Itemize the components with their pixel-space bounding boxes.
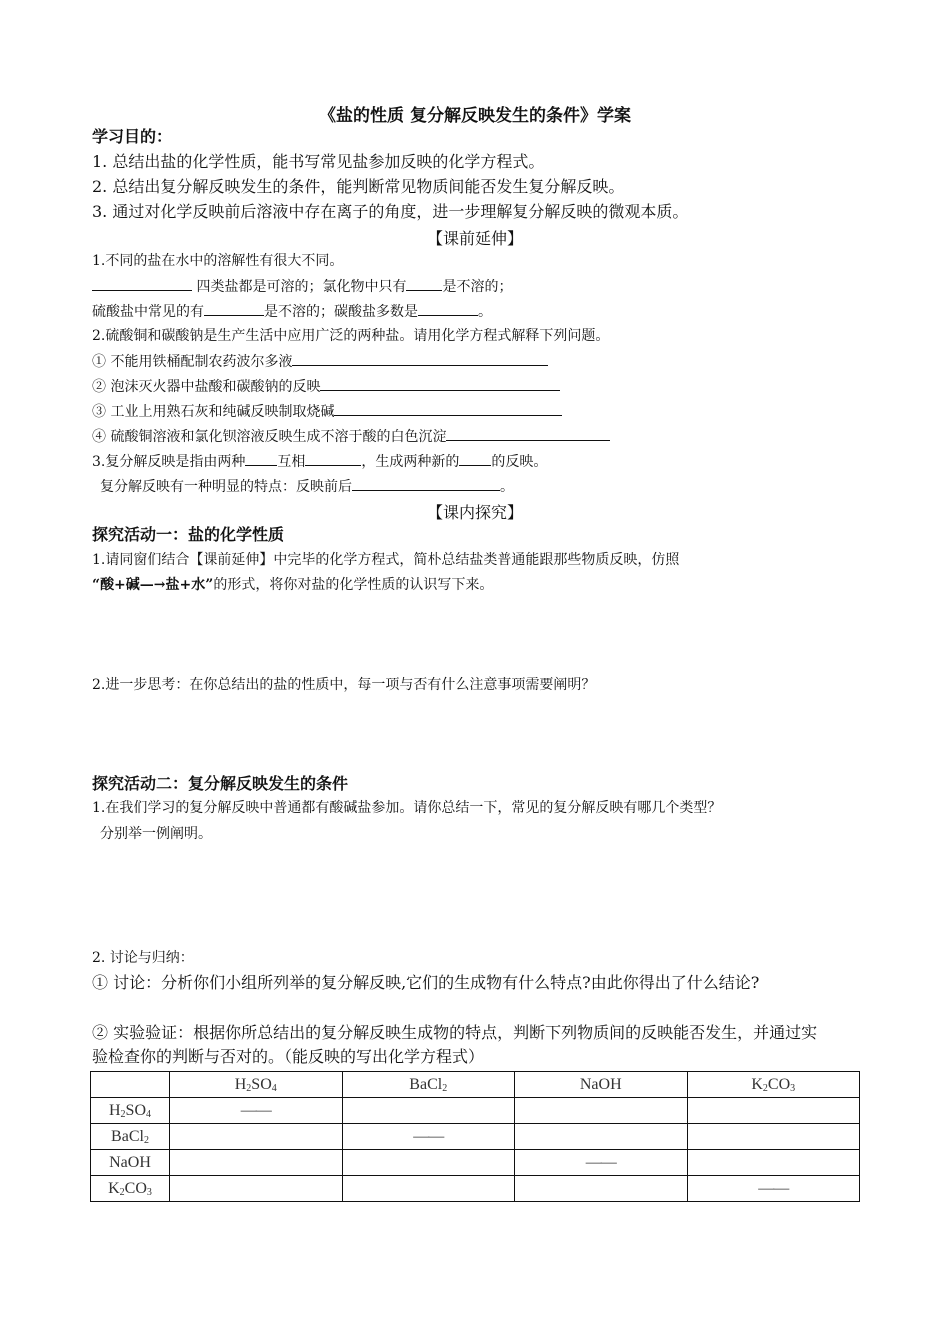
answer-cell[interactable] [515,1124,688,1150]
formula-subscript: 4 [271,1082,277,1094]
objective-item-3: 3. 通过对化学反映前后溶液中存在离子的角度，进一步理解复分解反映的微观本质。 [92,202,689,221]
preclass-q1-intro: 1.不同的盐在水中的溶解性有很大不同。 [92,253,344,269]
formula-subscript: 4 [146,1108,151,1120]
text-segment: 四类盐都是可溶的；氯化物中只有 [192,279,407,295]
answer-cell[interactable] [170,1124,343,1150]
preclass-q2-intro: 2.硫酸铜和碳酸钠是生产生活中应用广泛的两种盐。请用化学方程式解释下列问题。 [92,328,610,344]
reaction-table [90,1071,860,1202]
page-title: 《盐的性质 复分解反映发生的条件》学案 [319,106,631,126]
objectives-heading: 学习目的： [92,127,173,146]
answer-blank[interactable] [418,301,478,316]
text-segment: ，生成两种新的 [361,454,460,470]
text-segment: 。 [500,479,514,495]
formula-part: BaCl [111,1127,144,1145]
formula-subscript: 2 [119,1186,125,1198]
answer-blank[interactable] [334,401,562,416]
formula-part: H [108,1101,121,1119]
answer-cell[interactable] [515,1098,688,1124]
text-segment: 的形式，将你对盐的化学性质的认识写下来。 [213,577,494,593]
formula-segment: 酸+碱 [100,577,140,593]
objective-item-2: 2. 总结出复分解反映发生的条件，能判断常见物质间能否发生复分解反映。 [92,177,625,196]
activity2-q1-line2: 分别举一例阐明。 [100,826,212,842]
objective-item-1: 1. 总结出盐的化学性质，能书写常见盐参加反映的化学方程式。 [92,152,545,171]
text-segment: “ [92,577,101,593]
preclass-q2-item-1 [92,351,548,372]
row-header-naoh [91,1150,170,1176]
formula-subscript: 2 [246,1082,252,1094]
activity1-q1-line2 [92,575,493,595]
preclass-q3-line1 [92,451,547,472]
answer-cell[interactable] [170,1150,343,1176]
activity2-q2-heading: 2. 讨论与归纳： [92,950,194,966]
preclass-heading: 【课前延伸】 [426,229,523,248]
answer-blank[interactable] [459,451,491,466]
activity2-heading: 探究活动二：复分解反映发生的条件 [92,774,349,793]
preclass-q1-line2 [92,276,512,297]
answer-cell[interactable] [342,1098,515,1124]
preclass-q3-line2 [100,476,514,497]
table-header-row [91,1072,860,1098]
answer-blank[interactable] [406,276,442,291]
text-segment: ” [205,577,214,593]
inclass-heading: 【课内探究】 [426,503,523,522]
text-segment: ③ 工业上用熟石灰和纯碱反映制取烧碱 [92,404,335,420]
answer-blank[interactable] [204,301,264,316]
column-header-h2so4 [170,1072,343,1098]
diagonal-cell: —— [515,1150,688,1176]
answer-blank[interactable] [245,451,277,466]
table-row [91,1098,860,1124]
formula-subscript: 2 [143,1134,149,1146]
table-row [91,1176,860,1202]
formula-part: H [234,1075,247,1093]
answer-blank[interactable] [305,451,361,466]
answer-cell[interactable] [342,1176,515,1202]
text-segment: 复分解反映有一种明显的特点：反映前后 [100,479,352,495]
formula-part: K [751,1075,763,1093]
reaction-arrow-icon: —→ [139,577,166,593]
formula-part: CO [767,1075,791,1093]
answer-cell[interactable] [687,1098,860,1124]
text-segment: 。 [478,304,492,320]
diagonal-cell: —— [170,1098,343,1124]
text-segment: ② 泡沫灭火器中盐酸和碳酸钠的反映 [92,379,321,395]
row-header-h2so4 [91,1098,170,1124]
activity2-q2-item2-line1: ② 实验验证：根据你所总结出的复分解反映生成物的特点，判断下列物质间的反映能否发生，并通过实 [92,1023,818,1042]
answer-blank[interactable] [320,376,560,391]
text-segment: 的反映。 [491,454,548,470]
answer-blank[interactable] [446,426,610,441]
preclass-q2-item-4 [92,426,610,447]
answer-blank[interactable] [292,351,548,366]
formula-part: NaOH [109,1153,151,1171]
text-segment: ④ 硫酸铜溶液和氯化钡溶液反映生成不溶于酸的白色沉淀 [92,429,447,445]
formula-subscript: 2 [762,1082,768,1094]
activity1-heading: 探究活动一：盐的化学性质 [92,525,285,544]
answer-cell[interactable] [170,1176,343,1202]
formula-subscript: 3 [790,1082,796,1094]
activity2-q2-item1: ① 讨论：分析你们小组所列举的复分解反映,它们的生成物有什么特点?由此你得出了什么结论? [92,973,760,992]
formula-subscript: 2 [120,1108,126,1120]
formula-part: K [108,1179,120,1197]
activity2-q2-item2-line2: 验检查你的判断与否对的。（能反映的写出化学方程式） [92,1047,485,1066]
diagonal-cell: —— [342,1124,515,1150]
answer-cell[interactable] [687,1150,860,1176]
column-header-k2co3 [687,1072,860,1098]
formula-part: SO [251,1075,272,1093]
column-header-naoh [515,1072,688,1098]
activity1-q2: 2.进一步思考：在你总结出的盐的性质中，每一项与否有什么注意事项需要阐明？ [92,677,596,693]
answer-cell[interactable] [342,1150,515,1176]
answer-blank[interactable] [352,476,500,491]
row-header-k2co3 [91,1176,170,1202]
formula-part: SO [125,1101,146,1119]
column-header-bacl2 [342,1072,515,1098]
answer-cell[interactable] [687,1124,860,1150]
activity2-q1-line1: 1.在我们学习的复分解反映中普通都有酸碱盐参加。请你总结一下，常见的复分解反映有哪几个类型？ [92,800,722,816]
text-segment: 3.复分解反映是指由两种 [92,454,246,470]
text-segment: ① 不能用铁桶配制农药波尔多液 [92,354,293,370]
preclass-q1-line3 [92,301,492,322]
table-row [91,1150,860,1176]
text-segment: 硫酸盐中常见的有 [92,304,204,320]
diagonal-cell: —— [687,1176,860,1202]
table-row [91,1124,860,1150]
formula-segment: 盐+水 [165,577,206,593]
activity1-q1-line1: 1.请同窗们结合【课前延伸】中完毕的化学方程式，简朴总结盐类普通能跟那些物质反映，仿照 [92,552,680,568]
formula-part: NaOH [579,1075,622,1093]
formula-subscript: 3 [146,1186,152,1198]
table-corner-cell [91,1072,170,1098]
preclass-q2-item-3 [92,401,562,422]
preclass-q2-item-2 [92,376,560,397]
answer-cell[interactable] [515,1176,688,1202]
formula-subscript: 2 [442,1082,448,1094]
text-segment: 是不溶的； [442,279,513,295]
text-segment: 互相 [277,454,306,470]
answer-blank[interactable] [92,276,192,291]
formula-part: BaCl [409,1075,443,1093]
text-segment: 是不溶的；碳酸盐多数是 [264,304,418,320]
row-header-bacl2 [91,1124,170,1150]
formula-part: CO [124,1179,147,1197]
